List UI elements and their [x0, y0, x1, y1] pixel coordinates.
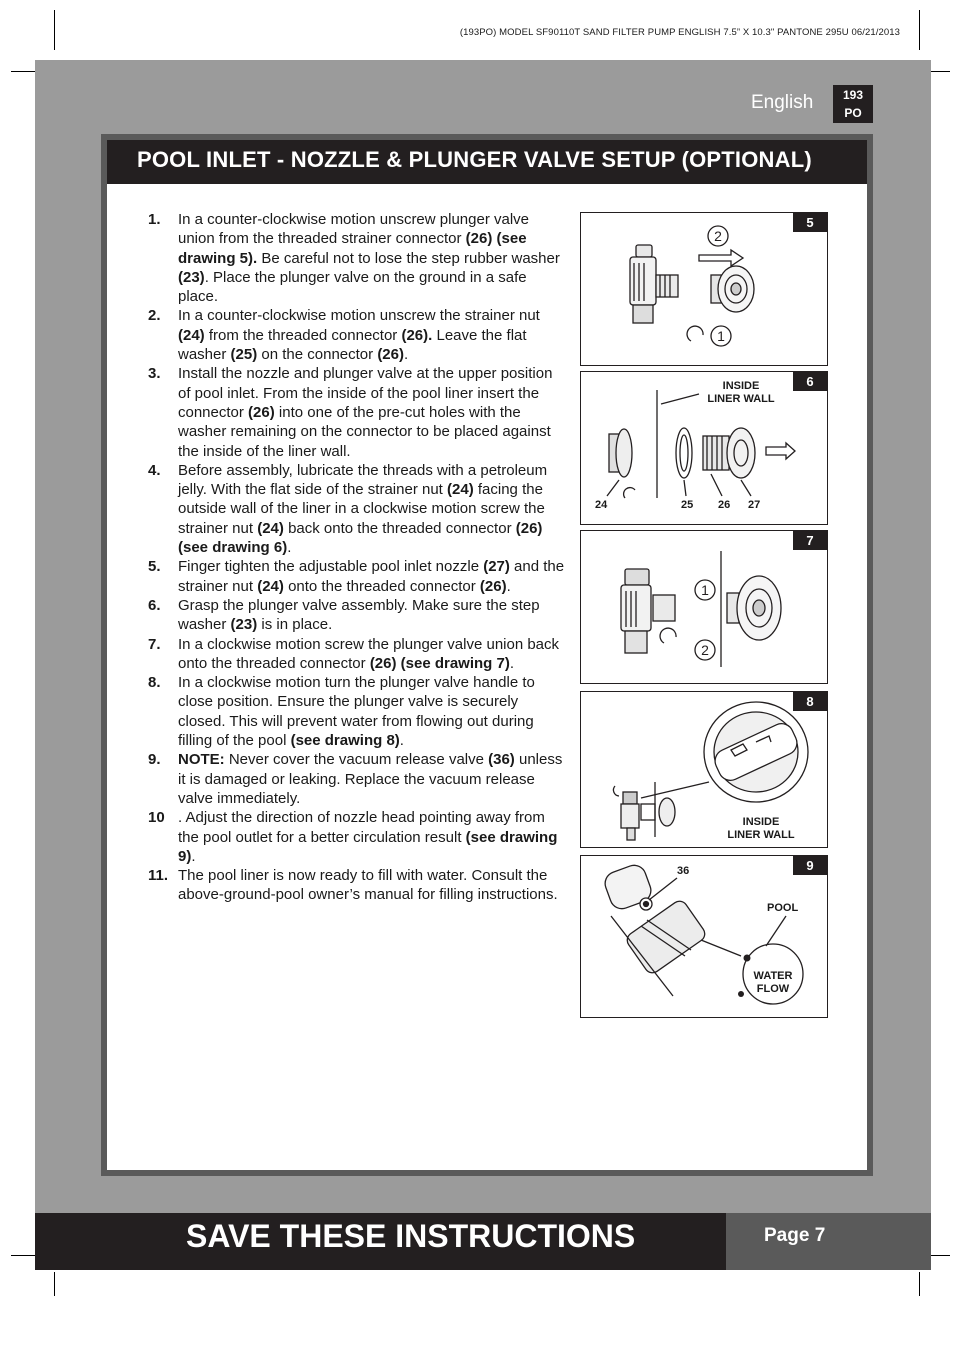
step-number: 7.: [148, 635, 161, 653]
callout-2: 2: [701, 642, 709, 658]
step-number: 9.: [148, 751, 161, 769]
part-26-label: 26: [718, 499, 731, 511]
figure-number: 8: [793, 692, 827, 711]
step-text: In a clockwise motion turn the plunger valve handle to close position. Ensure the plunger valve is securely closed. This will prevent water from flowing out during filling of the pool (see drawing 8).: [178, 674, 535, 750]
step-item: [148, 557, 568, 596]
figure-number: 6: [793, 372, 827, 391]
figure-6: [580, 371, 828, 525]
step-item: [148, 364, 568, 460]
step-item: [148, 866, 568, 905]
footer-title: SAVE THESE INSTRUCTIONS: [186, 1218, 636, 1254]
step-item: [148, 210, 568, 306]
step-text: Before assembly, lubricate the threads with a petroleum jelly. With the flat side of the strainer nut (24) facing the outside wall of the liner in a clockwise motion screw the strainer nut (24) back onto the threaded connector (26) (see drawing 6).: [178, 461, 548, 557]
language-code-badge: [833, 85, 873, 123]
step-number: 6.: [148, 596, 161, 614]
instruction-steps: [148, 210, 568, 905]
figure-5: [580, 212, 828, 366]
water-flow-label: WATER FLOW: [753, 970, 793, 995]
crop-mark: [54, 10, 55, 50]
step-item: [148, 808, 568, 866]
step-number: 8.: [148, 674, 161, 692]
step-number: 10: [148, 809, 165, 827]
step-text: The pool liner is now ready to fill with water. Consult the above-ground-pool owner’s manual for filling instructions.: [178, 867, 558, 904]
part-24-label: 24: [595, 499, 608, 511]
drawing-valve-removal: [581, 213, 828, 366]
callout-2: 2: [714, 228, 722, 244]
pool-label: POOL: [767, 902, 799, 914]
step-text: Install the nozzle and plunger valve at the upper position of pool inlet. From the inside of the pool liner insert the connector (26) into one of the pre-cut holes with the washer remaining on the connector to be placed against the inside of the liner wall.: [178, 365, 553, 460]
step-number: 4.: [148, 461, 161, 479]
code-line-1: 193: [842, 88, 864, 102]
step-number: 11.: [148, 867, 169, 885]
inside-liner-label: INSIDE LINER WALL: [707, 380, 775, 405]
step-item: [148, 306, 568, 364]
step-text: In a counter-clockwise motion unscrew the strainer nut (24) from the threaded connector (26). Leave the flat washer (25) on the connector (26).: [178, 307, 540, 364]
figure-number: 5: [793, 213, 827, 232]
step-text: NOTE: Never cover the vacuum release valve (36) unless it is damaged or leaking. Replace the vacuum release valve immediately.: [178, 751, 563, 807]
step-number: 5.: [148, 558, 161, 576]
step-text: Grasp the plunger valve assembly. Make sure the step washer (23) is in place.: [178, 596, 540, 634]
code-line-2: PO: [844, 106, 862, 120]
step-text: Finger tighten the adjustable pool inlet nozzle (27) and the strainer nut (24) onto the threaded connector (26).: [178, 558, 565, 595]
step-number: 3.: [148, 365, 161, 383]
step-number: 2.: [148, 307, 161, 325]
crop-mark: [919, 10, 920, 50]
step-text: In a counter-clockwise motion unscrew plunger valve union from the threaded strainer connector (26) (see drawing 5). Be careful not to lose the step rubber washer (23). Place the plunger valve on the ground in a safe place.: [178, 211, 560, 306]
step-text: . Adjust the direction of nozzle head pointing away from the pool outlet for a better circulation result (see drawing 9).: [178, 809, 558, 865]
step-item: [148, 461, 568, 557]
figure-number: 9: [793, 856, 827, 875]
step-item: [148, 635, 568, 674]
figure-7: [580, 530, 828, 684]
step-text: In a clockwise motion screw the plunger valve union back onto the threaded connector (26) (see drawing 7).: [178, 635, 560, 672]
step-item: [148, 596, 568, 635]
section-title: POOL INLET - NOZZLE & PLUNGER VALVE SETUP (OPTIONAL): [137, 147, 812, 172]
step-number: 1.: [148, 211, 161, 228]
step-item: [148, 750, 568, 808]
drawing-valve-reinstall: [581, 531, 828, 684]
callout-1: 1: [701, 582, 709, 598]
part-27-label: 27: [748, 499, 761, 511]
part-36-label: 36: [677, 865, 690, 877]
inside-liner-label: INSIDE LINER WALL: [727, 816, 795, 841]
part-25-label: 25: [681, 499, 694, 511]
crop-mark: [919, 1272, 920, 1296]
crop-mark: [54, 1272, 55, 1296]
figure-8: [580, 691, 828, 848]
figure-9: [580, 855, 828, 1018]
language-label: English: [751, 92, 814, 113]
page-number-box: [726, 1213, 931, 1270]
callout-1: 1: [717, 328, 725, 344]
page-number: Page 7: [764, 1225, 826, 1246]
step-item: [148, 673, 568, 750]
figure-number: 7: [793, 531, 827, 550]
print-info: (193PO) MODEL SF90110T SAND FILTER PUMP ENGLISH 7.5” X 10.3" PANTONE 295U 06/21/2013: [459, 27, 900, 38]
